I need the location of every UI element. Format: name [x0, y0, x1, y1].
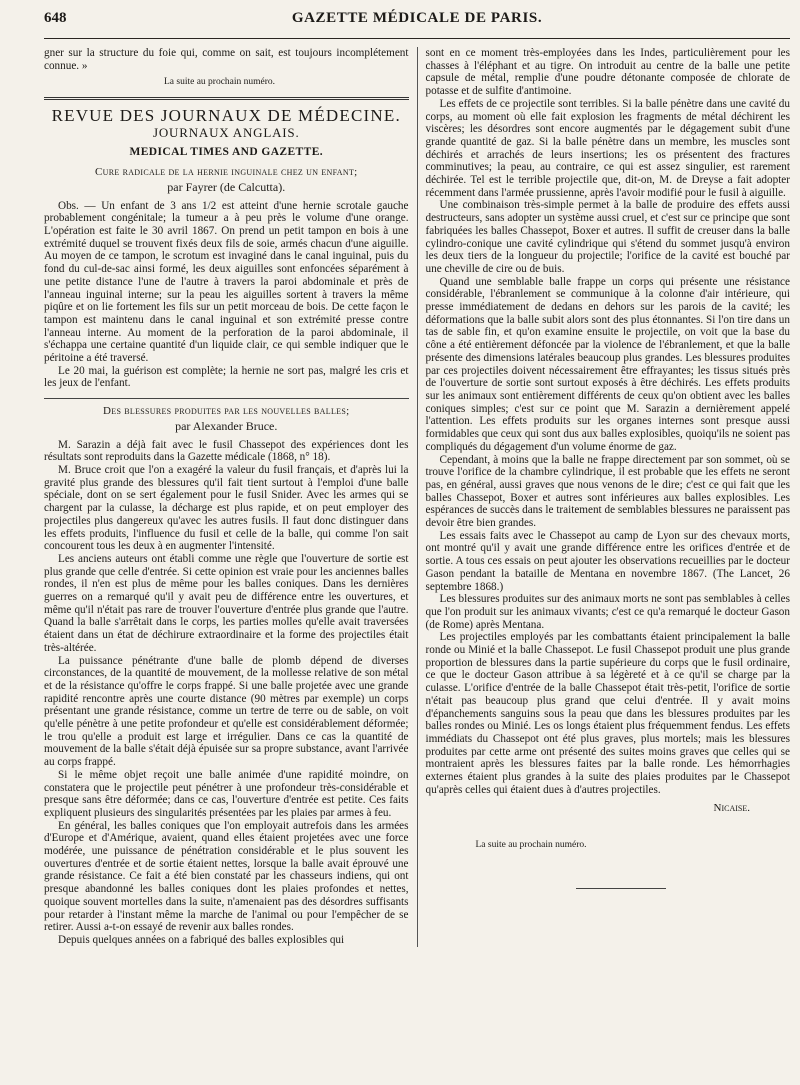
signature: Nicaise.: [713, 802, 750, 815]
article-title: Des blessures produites par les nouvelles balles;: [103, 405, 350, 418]
paragraph: Depuis quelques années on a fabriqué des balles explosibles qui: [58, 934, 345, 946]
page-title: GAZETTE MÉDICALE DE PARIS.: [291, 10, 543, 26]
page-header: [44, 10, 790, 39]
paragraph: Quand une semblable balle frappe un corps qui présente une résistance considérable, l'ébranlement se communique à la colonne d'air intérieure, qui presse immédiatement de dedans en dehors sur les parois de la cavité; les déformations que la balle subit alors sont des plus étonnantes. Si l'on tire dans un tas de sable fin, et qu'on examine ensuite le projectile, on voit que la base du cône a été entièrement défoncée par la violence de l'ébranlement, et que la balle présente des dimensions latérales beaucoup plus grandes. Les blessures produites par ces projectiles doivent nécessairement être effrayantes; les tissus situés près de l'ouverture de sortie sont surtout exposés à être déchirés. Les effets produits sur les animaux sont entièrement différents de ceux qu'on obtient avec les balles coniques simples; c'est sur ce point que M. Sarazin a dernièrement appelé l'attention. Les effets produits sur les organes internes sont presque aussi formidables que ceux qui sont dus aux balles explosibles, quoiqu'ils ne soient pas compliqués du dégagement d'un volume énorme de gaz.: [425, 275, 790, 453]
paragraph: En général, les balles coniques que l'on employait autrefois dans les armées d'Europe et d'Amérique, avaient, quand elles étaient projetées avec une force modérée, une puissance de pénétration considérable et le plus souvent les ouvertures d'entrée et de sortie étaient nettes, lorsque la balle avait éprouvé une grande résistance. Ce fait a été bien constaté par les chasseurs indiens, qui ont presque abandonné les balles coniques dont les plaies profondes et nettes, quoique souvent mortelles dans la suite, n'amenaient pas des désordres suffisants pour retarder à l'instant même la marche de l'animal ou pour l'empêcher de se retirer. Aussi a-t-on essayé de revenir aux balles rondes.: [44, 819, 409, 934]
paragraph: Obs. — Un enfant de 3 ans 1/2 est atteint d'une hernie scrotale gauche probablement congénitale; la tumeur a à peu près le volume d'une orange. L'opération est faite le 30 avril 1867. On prend un petit tampon en bois à une extrémité duquel se trouvent fixés deux fils de soie, armés chacun d'une aiguille. Au moyen de ce tampon, le scrotum est invaginé dans le canal inguinal, puis du fond du cul-de-sac ainsi formé, les deux aiguilles sont enfoncées séparément à une petite distance l'une de l'autre à travers la paroi abdominale et près de l'anneau inguinal interne; sur la peau les aiguilles sortent à travers la même piqûre et on lie fortement les fils sur un petit morceau de bois. De cette façon le tampon est maintenu dans le canal inguinal et son extrémité presse contre l'anneau interne. Au moment de la perforation de la paroi abdominale, il s'échappa une certaine quantité d'un liquide clair, ce qui semble indiquer que le péritoine a été traversé.: [44, 199, 409, 365]
paragraph: La puissance pénétrante d'une balle de plomb dépend de diverses circonstances, de la quantité de mouvement, de la mollesse relative de son métal et de la résistance qu'offre le corps frappé. Si une balle projetée avec une grande rapidité rencontre après une courte distance (90 mètres par exemple) un corps présentant une grande résistance, comme un tertre de terre ou de sable, on voit qu'elle pénètre à une petite profondeur et qu'elle est considérablement déformée; le trou qu'elle a produit est large et irrégulier. Dans ce cas la quantité de mouvement de la balle s'était déjà épuisée sur sa propre substance, avant l'arrivée au corps frappé.: [44, 654, 409, 769]
section-subtitle: JOURNAUX ANGLAIS.: [153, 124, 300, 140]
section-title: REVUE DES JOURNAUX DE MÉDECINE.: [51, 106, 401, 126]
continued-note: La suite au prochain numéro.: [475, 840, 587, 851]
column-rule: [417, 47, 418, 947]
paragraph: Le 20 mai, la guérison est complète; la hernie ne sort pas, malgré les cris et les jeux de l'enfant.: [44, 364, 409, 390]
paragraph: Les effets de ce projectile sont terribles. Si la balle pénètre dans une cavité du corps, au moment où elle fait explosion les fragments de métal déchirent les viscères; les désordres sont encore augmentés par le dégagement subit d'une grande quantité de gaz. Si la balle pénètre dans un membre, les muscles sont déchirés et arrachés de leurs insertions; les os présentent des fractures comminutives; la peau, au contraire, ce qui est assez singulier, est rarement déchirée. Tel est le terrible projectile que, dit-on, M. de Dreyse a fait adopter récemment dans l'armée prussienne, après l'avoir modifié pour le fusil à aiguille.: [425, 97, 790, 199]
intro-text: gner sur la structure du foie qui, comme on sait, est toujours incomplétement connue. »: [44, 47, 409, 72]
paragraph: M. Bruce croit que l'on a exagéré la valeur du fusil français, et d'après lui la gravité plus grande des blessures qu'il fait tient surtout à l'emploi d'une balle spéciale, dont on se sert également pour le fusil Snider. Avec les armes qui se chargent par la culasse, la décharge est plus rapide, et on peut employer des projectiles plus dangereux qu'avec les autres fusils. Il faut donc distinguer dans les effets produits, l'influence du fusil et celle de la balle, qui comme l'on sait concourent tous les deux à en augmenter l'intensité.: [44, 463, 409, 553]
left-column: [44, 47, 409, 947]
journal-name: MEDICAL TIMES AND GAZETTE.: [129, 145, 324, 158]
paragraph: Les essais faits avec le Chassepot au camp de Lyon sur des chevaux morts, ont montré qu'il y avait une grande différence entre les orifices d'entrée et de sortie. A tous ces essais on peut ajouter les observations recueillies par le docteur Gason pendant la bataille de Mentana en novembre 1867. (The Lancet, 26 septembre 1868.): [425, 529, 790, 593]
paragraph: Les blessures produites sur des animaux morts ne sont pas semblables à celles que l'on produit sur les animaux vivants; c'est ce qu'a remarqué le docteur Gason (de Rome) après Mentana.: [425, 593, 790, 631]
article-title: Cure radicale de la hernie inguinale chez un enfant;: [95, 166, 358, 179]
paragraph: Une combinaison très-simple permet à la balle de produire des effets aussi destructeurs, sans adopter un système aussi cruel, et c'est sur ce principe que sont fabriquées les balles Chassepot, Boxer et autres. Il suffit de creuser dans la balle cylindro-conique une cavité cylindrique qui s'étend du sommet jusqu'à environ les deux tiers de la longueur du projectile; l'orifice de la cavité est bouché par une cheville de cire ou de buis.: [425, 199, 790, 275]
article-author: par Fayrer (de Calcutta).: [167, 179, 286, 194]
paragraph: M. Sarazin a déjà fait avec le fusil Chassepot des expériences dont les résultats sont reproduits dans la Gazette médicale (1868, n° 18).: [44, 438, 409, 464]
continued-note: La suite au prochain numéro.: [164, 77, 276, 88]
paragraph: sont en ce moment très-employées dans les Indes, particulièrement pour les chasses à l'éléphant et au tigre. On introduit au centre de la balle une petite capsule de métal, remplie d'une poudre détonante composée de chlorate de potasse et de sulfite d'antimoine.: [425, 47, 790, 98]
article-author: par Alexander Bruce.: [175, 418, 278, 433]
paragraph: Cependant, à moins que la balle ne frappe directement par son sommet, où se trouve l'orifice de la chambre cylindrique, il est probable que les effets ne seront pas, en général, aussi graves que nous venons de le dire; c'est ce qui fait que les balles Chassepot, Boxer et autres sont inférieures aux balles explosibles. Les espérances de succès dans le traitement de semblables blessures ne paraissent pas devoir être bien grandes.: [425, 453, 790, 530]
paragraph: Si le même objet reçoit une balle animée d'une rapidité moindre, on constatera que le projectile peut pénétrer à une profondeur très-considérable et presque sans être déformée; dans ce cas, l'ouverture d'entrée est petite. Ces faits expliquent plusieurs des singularités présentées par les plaies par armes à feu.: [44, 768, 409, 819]
paragraph: Les anciens auteurs ont établi comme une règle que l'ouverture de sortie est plus grande que celle d'entrée. Si cette opinion est vraie pour les anciennes balles rondes, il n'en est plus de même pour les balles coniques. Dans les dernières guerres on a remarqué qu'il y avait peu de différence entre les ouvertures, et même qu'il n'était pas rare de trouver l'ouverture d'entrée plus grande que l'autre. Quand la balle s'arrêtait dans le corps, les parties molles qu'elle avait traversées étaient dans un état de déchirure extraordinaire et la forme des projectiles était très-altérée.: [44, 552, 409, 654]
page-number: 648: [44, 10, 67, 26]
paragraph: Les projectiles employés par les combattants étaient principalement la balle ronde ou Minié et la balle Chassepot. Le fusil Chassepot produit une plus grande proportion de blessures dans la partie supérieure du corps que le fusil ordinaire, ce que le docteur Gason attribue à sa légèreté et à ce qu'il se charge par la culasse. L'orifice d'entrée de la balle Chassepot était très-petit, l'orifice de sortie n'était pas beaucoup plus grand que celui d'entrée. Il y avait moins d'épanchements sanguins sous la peau que dans les blessures produites par les balles rondes ou Minié. Les os longs étaient plus fréquemment fendus. Les effets immédiats du Chassepot ont été plus graves, plus mortels; mais les blessures produites par cette arme ont présenté des suites moins graves que celles qui se montraient après les blessures faites par la balle ronde. Les hémorrhagies externes étaient plus grandes à la suite des plaies produites par le Chassepot qu'après celles qui étaient dues à d'autres projectiles.: [425, 631, 790, 796]
right-column: [426, 47, 791, 947]
